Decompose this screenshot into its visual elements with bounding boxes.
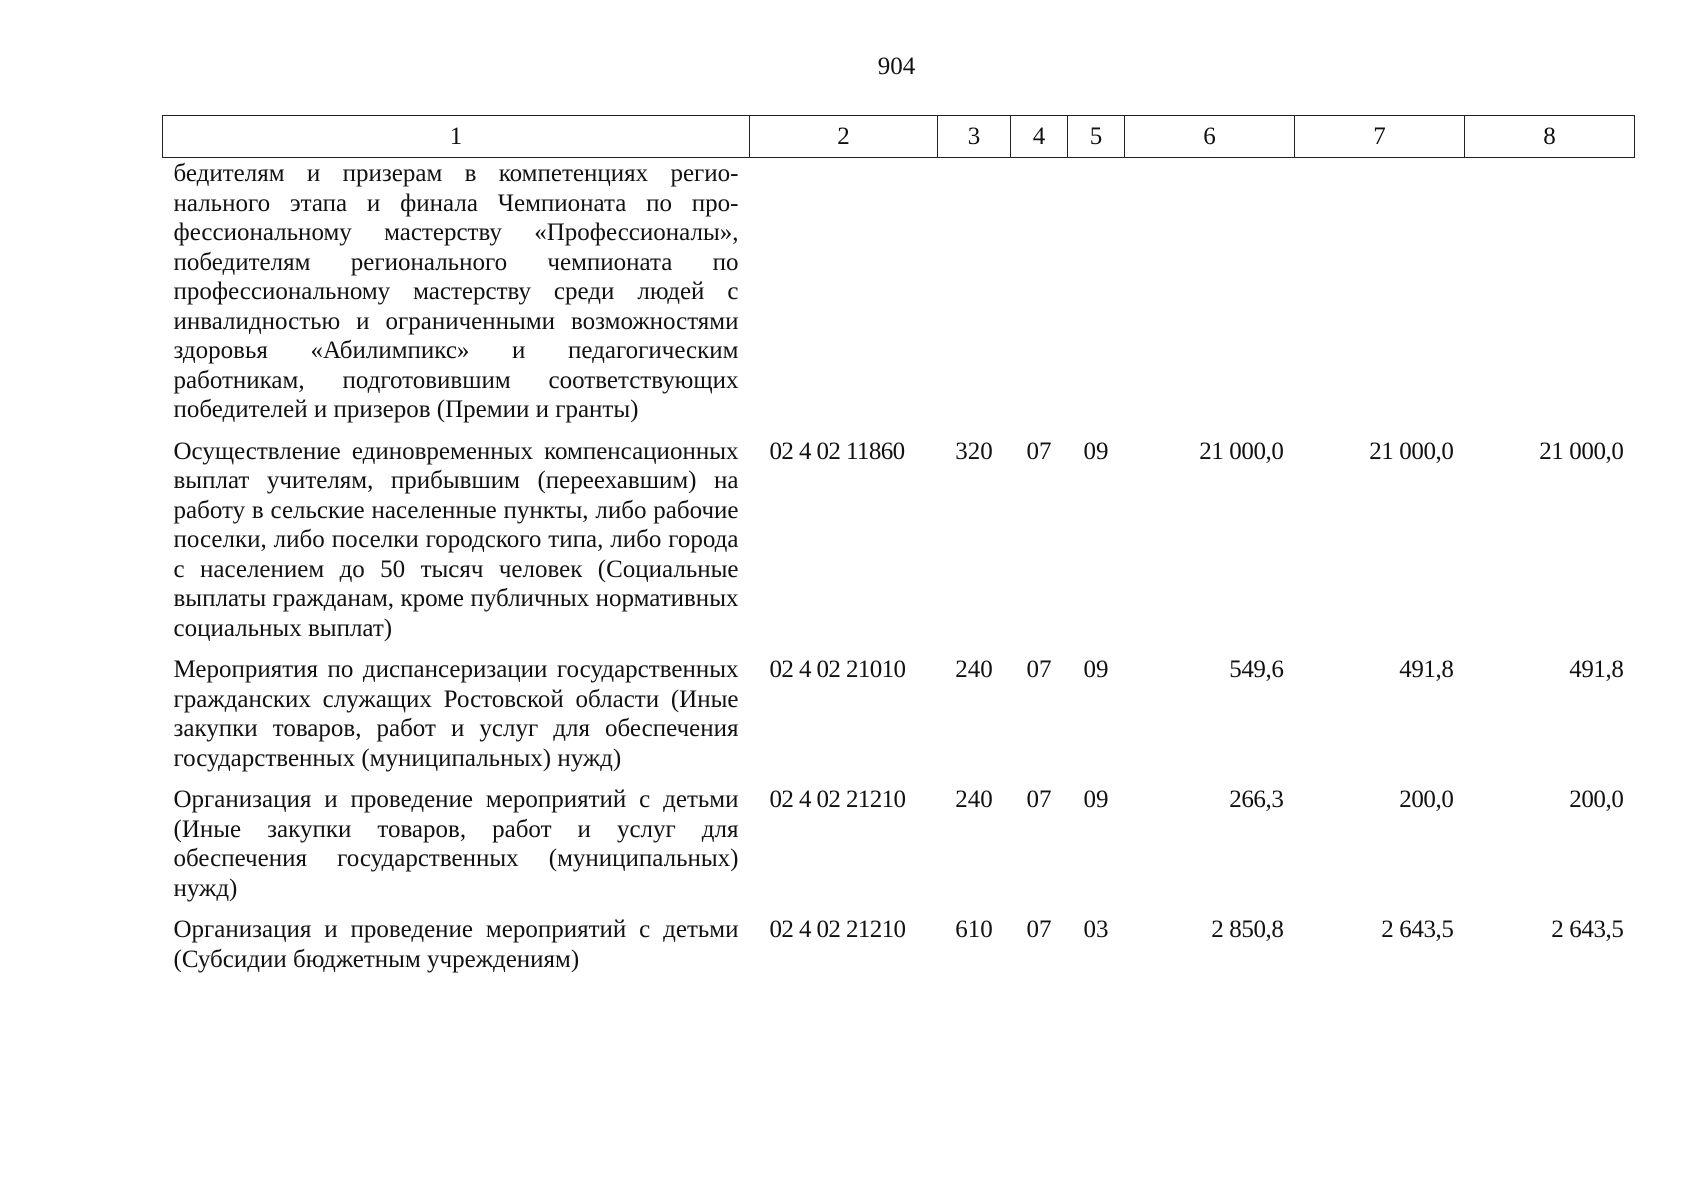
- table-row: [163, 785, 1635, 915]
- row-col-4: 07: [1026, 916, 1052, 943]
- row-col-5: 09: [1083, 786, 1109, 813]
- row-col-5: 03: [1083, 916, 1109, 943]
- row-col-7: [1295, 158, 1465, 437]
- row-col-6: 2 850,8: [1211, 916, 1284, 943]
- table-body: [163, 158, 1635, 987]
- row-col-3: 240: [955, 786, 993, 813]
- header-col-4: 4: [1011, 116, 1068, 158]
- row-description: Организация и проведение мероприятий с детьми (Иные закупки товаров, работ и услуг для обеспечения государственных (муниципальных) нужд): [173, 786, 739, 902]
- header-col-1: 1: [163, 116, 750, 158]
- row-col-8: 2 643,5: [1551, 916, 1624, 943]
- row-col-4: 07: [1026, 437, 1052, 465]
- row-col-6: 549,6: [1229, 656, 1284, 683]
- row-col-3: [938, 158, 1011, 437]
- row-target-code: 02 4 02 21210: [769, 916, 906, 943]
- row-col-7: 200,0: [1399, 786, 1454, 813]
- row-col-8: 491,8: [1569, 656, 1624, 683]
- row-col-8: [1465, 158, 1635, 437]
- row-col-6: 266,3: [1229, 786, 1284, 813]
- header-row: [163, 116, 1635, 158]
- row-col-4: [1011, 158, 1068, 437]
- row-target-code: [750, 158, 938, 437]
- table-row: [163, 437, 1635, 656]
- row-col-5: [1068, 158, 1125, 437]
- row-description: Осуществление единовременных компенсационных выплат учителям, прибывшим (переехавшим) на работу в сельские населенные пункты, либо рабочие поселки, либо поселки городского типа, либо города с населением до 50 тысяч человек (Социальные выплаты гражданам, кроме публичных нормативных социальных выплат): [173, 437, 739, 642]
- header-col-6: 6: [1125, 116, 1295, 158]
- page-number: 904: [877, 53, 916, 80]
- header-col-3: 3: [938, 116, 1011, 158]
- row-col-8: 21 000,0: [1539, 437, 1624, 465]
- row-description: Мероприятия по диспансеризации государственных гражданских служащих Ростовской области (Иные закупки товаров, работ и услуг для обеспечения государственных (муниципальных) нужд): [173, 656, 739, 772]
- row-col-7: 21 000,0: [1369, 437, 1454, 465]
- budget-table: [162, 115, 1635, 986]
- table-row: [163, 655, 1635, 785]
- row-target-code: 02 4 02 11860: [769, 437, 905, 465]
- header-col-5: 5: [1068, 116, 1125, 158]
- header-col-2: 2: [750, 116, 938, 158]
- row-col-4: 07: [1026, 786, 1052, 813]
- row-target-code: 02 4 02 21010: [769, 656, 906, 683]
- row-col-3: 610: [955, 916, 993, 943]
- row-col-4: 07: [1026, 656, 1052, 683]
- row-col-3: 320: [955, 437, 993, 465]
- row-col-6: [1125, 158, 1295, 437]
- table-header: [163, 116, 1635, 158]
- row-col-7: 2 643,5: [1381, 916, 1454, 943]
- header-col-8: 8: [1465, 116, 1635, 158]
- row-target-code: 02 4 02 21210: [769, 786, 906, 813]
- row-col-7: 491,8: [1399, 656, 1454, 683]
- row-col-8: 200,0: [1569, 786, 1624, 813]
- row-description: Организация и проведение мероприятий с детьми (Субсидии бюджетным учреждениям): [173, 916, 739, 973]
- row-col-5: 09: [1083, 656, 1109, 683]
- row-col-5: 09: [1083, 437, 1109, 465]
- header-col-7: 7: [1295, 116, 1465, 158]
- row-col-6: 21 000,0: [1199, 437, 1284, 465]
- row-col-3: 240: [955, 656, 993, 683]
- table-row: [163, 915, 1635, 986]
- table-row: [163, 158, 1635, 437]
- row-description: бедителям и призерам в компетенциях регионального этапа и финала Чемпионата по профессиональному мастерству «Профессионалы», победителям регионального чемпионата по профессиональному мастерству среди людей с инвалидностью и ограниченными возможностями здоровья «Абилимпикс» и педагогическим работникам, подготовившим соответствующих победителей и призеров (Премии и гранты): [173, 160, 739, 423]
